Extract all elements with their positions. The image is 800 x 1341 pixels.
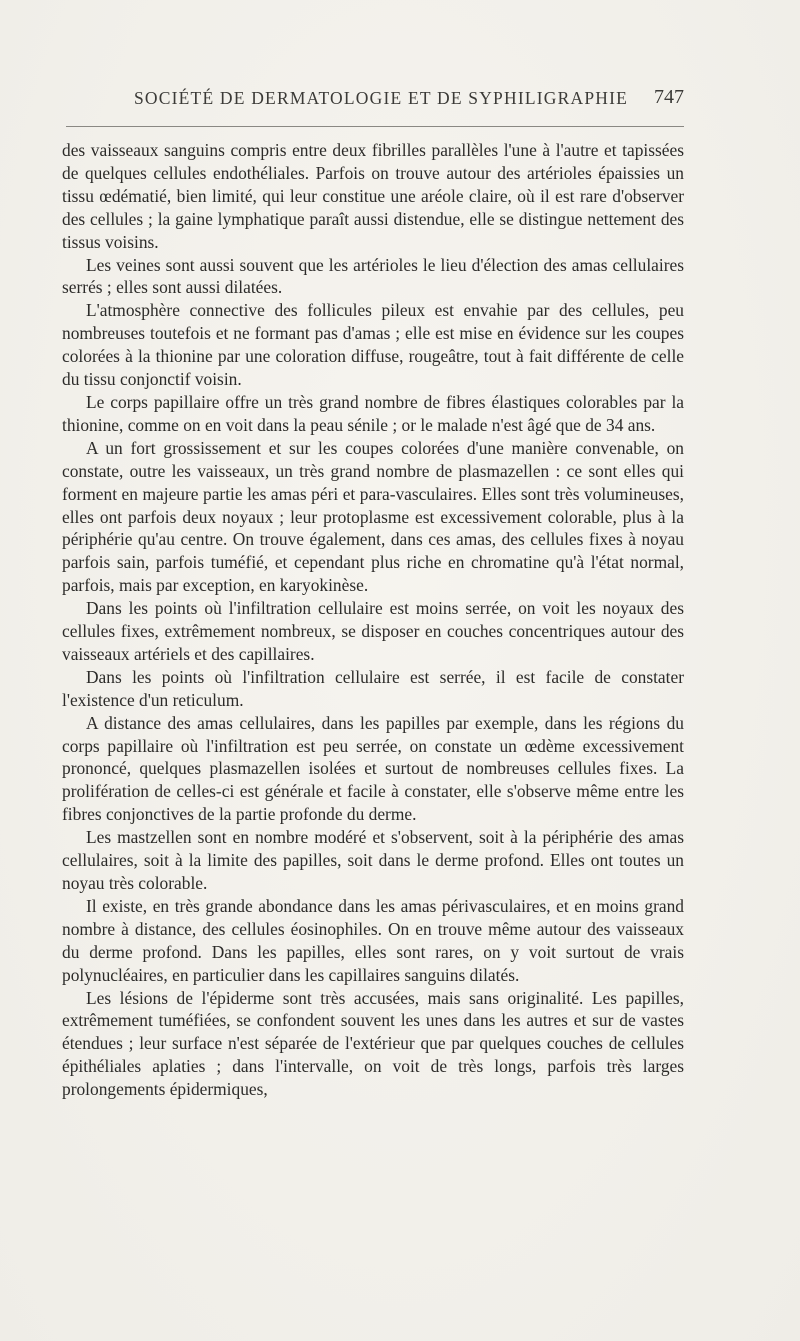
page-number: 747 xyxy=(654,86,684,108)
running-title: SOCIÉTÉ DE DERMATOLOGIE ET DE SYPHILIGRAPHIE xyxy=(134,88,629,108)
paragraph: Dans les points où l'infiltration cellulaire est moins serrée, on voit les noyaux des cellules fixes, extrêmement nombreux, se disposer en couches concentriques autour des vaisseaux artériels et des capillaires. xyxy=(62,598,684,664)
running-head xyxy=(62,86,684,114)
paragraph: Les veines sont aussi souvent que les artérioles le lieu d'élection des amas cellulaires serrés ; elles sont aussi dilatées. xyxy=(62,254,684,298)
paragraph: Les mastzellen sont en nombre modéré et s'observent, soit à la périphérie des amas cellulaires, soit à la limite des papilles, soit dans le derme profond. Elles ont toutes un noyau très colorable. xyxy=(62,827,684,893)
paragraph: des vaisseaux sanguins compris entre deux fibrilles parallèles l'une à l'autre et tapissées de quelques cellules endothéliales. Parfois on trouve autour des artérioles épaissies un tissu œdématié, bien limité, qui leur constitue une aréole claire, où il est rare d'observer des cellules ; la gaine lymphatique paraît aussi distendue, elle se distingue nettement des tissus voisins. xyxy=(62,140,684,252)
paragraph: A un fort grossissement et sur les coupes colorées d'une manière convenable, on constate, outre les vaisseaux, un très grand nombre de plasmazellen : ce sont elles qui forment en majeure partie les amas péri et para-vasculaires. Elles sont très volumineuses, elles ont parfois deux noyaux ; leur protoplasme est excessivement colorable, plus à la périphérie qu'au centre. On trouve également, dans ces amas, des cellules fixes à noyau parfois sain, parfois tuméfié, et cependant plus riche en chromatine qu'à l'état normal, parfois, mais par exception, en karyokinèse. xyxy=(62,437,684,596)
paragraph: Le corps papillaire offre un très grand nombre de fibres élastiques colorables par la thionine, comme on en voit dans la peau sénile ; or le malade n'est âgé que de 34 ans. xyxy=(62,391,684,435)
paragraph: A distance des amas cellulaires, dans les papilles par exemple, dans les régions du corps papillaire où l'infiltration est peu serrée, on constate un œdème excessivement prononcé, quelques plasmazellen isolées et surtout de nombreuses cellules fixes. La prolifération de celles-ci est générale et facile à constater, elle s'observe même entre les fibres conjonctives de la partie profonde du derme. xyxy=(62,712,684,825)
body-text xyxy=(62,139,684,1101)
paragraph: Dans les points où l'infiltration cellulaire est serrée, il est facile de constater l'existence d'un reticulum. xyxy=(62,666,684,710)
header-rule xyxy=(66,126,684,127)
paragraph: L'atmosphère connective des follicules pileux est envahie par des cellules, peu nombreuses toutefois et ne formant pas d'amas ; elle est mise en évidence sur les coupes colorées à la thionine par une coloration diffuse, rougeâtre, tout à fait différente de celle du tissu conjonctif voisin. xyxy=(62,300,684,390)
paragraph: Il existe, en très grande abondance dans les amas périvasculaires, et en moins grand nombre à distance, des cellules éosinophiles. On en trouve même autour des vaisseaux du derme profond. Dans les papilles, elles sont rares, on y voit surtout de vrais polynucléaires, en particulier dans les capillaires sanguins dilatés. xyxy=(62,895,684,985)
paragraph: Les lésions de l'épiderme sont très accusées, mais sans originalité. Les papilles, extrêmement tuméfiées, se confondent souvent les unes dans les autres et sur de vastes étendues ; leur surface n'est séparée de l'extérieur que par quelques couches de cellules épithéliales aplaties ; dans l'intervalle, on voit de très longs, parfois très larges prolongements épidermiques, xyxy=(62,987,684,1100)
